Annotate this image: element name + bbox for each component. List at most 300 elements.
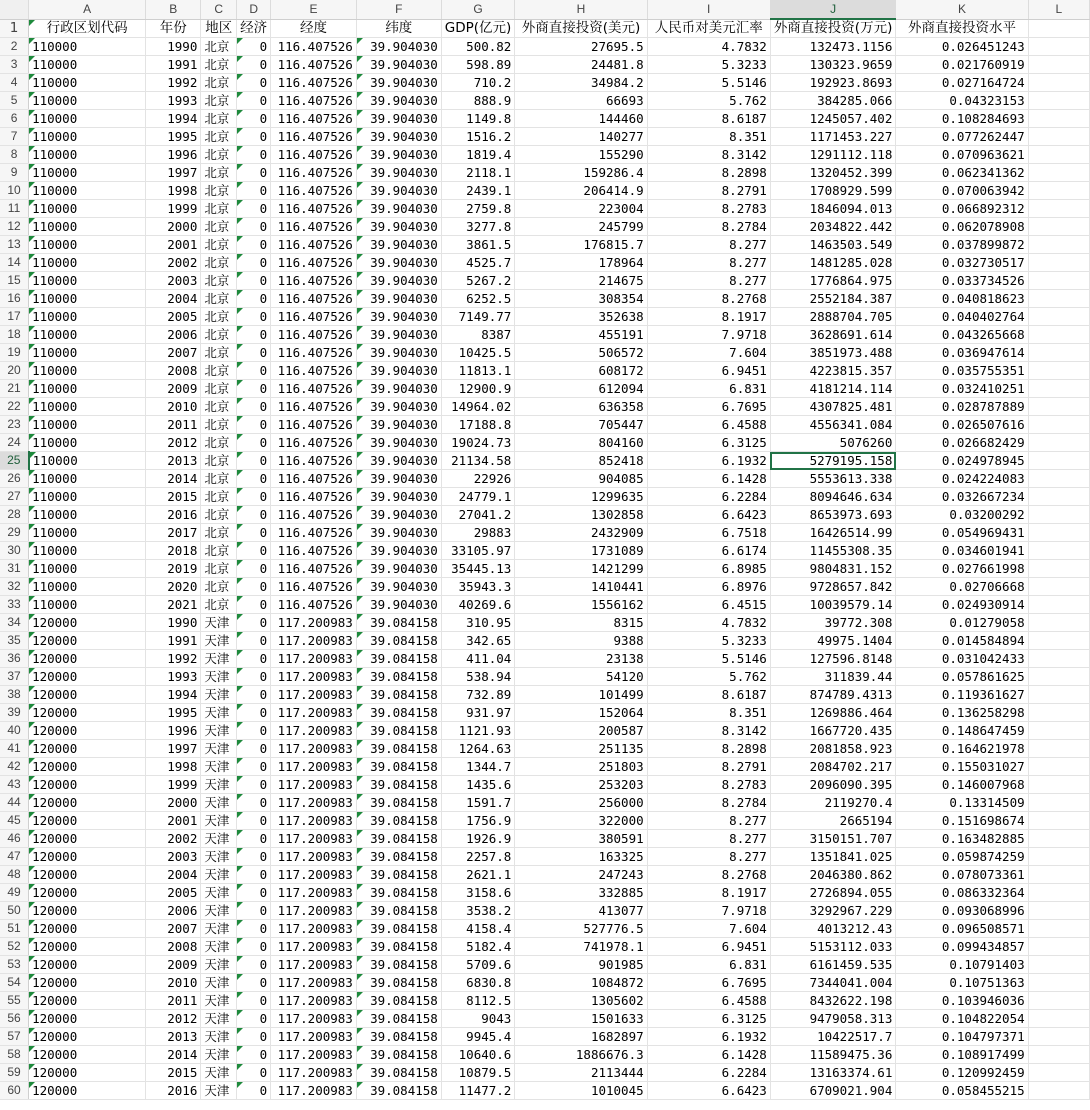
table-cell-empty[interactable] [1028, 164, 1089, 182]
table-cell[interactable]: 天津 [201, 1046, 237, 1064]
table-cell[interactable]: 2034822.442 [770, 218, 896, 236]
table-cell[interactable]: 117.200983 [271, 758, 357, 776]
table-cell[interactable]: 8.1917 [647, 308, 770, 326]
row-header[interactable]: 53 [0, 956, 29, 974]
table-cell[interactable]: 6.9451 [647, 938, 770, 956]
table-cell[interactable]: 2096090.395 [770, 776, 896, 794]
table-cell[interactable]: 1990 [146, 614, 201, 632]
table-cell-empty[interactable] [1028, 254, 1089, 272]
table-cell[interactable]: 1320452.399 [770, 164, 896, 182]
table-cell[interactable]: 39.904030 [356, 326, 441, 344]
table-cell[interactable]: 0.146007968 [896, 776, 1028, 794]
table-cell[interactable]: 0 [237, 146, 271, 164]
row-header[interactable]: 5 [0, 92, 29, 110]
table-cell[interactable]: 804160 [515, 434, 647, 452]
table-cell[interactable]: 天津 [201, 668, 237, 686]
table-cell[interactable]: 116.407526 [271, 596, 357, 614]
select-all-corner[interactable] [0, 0, 29, 19]
row-header[interactable]: 45 [0, 812, 29, 830]
row-header[interactable]: 14 [0, 254, 29, 272]
table-cell[interactable]: 0 [237, 236, 271, 254]
table-cell[interactable]: 7.9718 [647, 902, 770, 920]
table-cell[interactable]: 176815.7 [515, 236, 647, 254]
table-cell[interactable]: 0 [237, 218, 271, 236]
table-cell[interactable]: 39.904030 [356, 524, 441, 542]
table-cell[interactable]: 0 [237, 794, 271, 812]
table-cell[interactable]: 12900.9 [441, 380, 515, 398]
table-cell[interactable]: 1302858 [515, 506, 647, 524]
table-cell[interactable]: 6.831 [647, 380, 770, 398]
table-cell[interactable]: 120000 [29, 1028, 146, 1046]
column-header-b[interactable]: B [146, 0, 201, 19]
table-cell[interactable]: 2046380.862 [770, 866, 896, 884]
column-header-d[interactable]: D [237, 0, 271, 19]
table-cell[interactable]: 0.024930914 [896, 596, 1028, 614]
table-cell[interactable]: 214675 [515, 272, 647, 290]
table-cell[interactable]: 116.407526 [271, 344, 357, 362]
table-cell[interactable]: 4013212.43 [770, 920, 896, 938]
table-cell[interactable]: 0.032410251 [896, 380, 1028, 398]
table-cell[interactable]: 5153112.033 [770, 938, 896, 956]
row-header[interactable]: 44 [0, 794, 29, 812]
table-cell[interactable]: 110000 [29, 92, 146, 110]
table-cell[interactable]: 117.200983 [271, 668, 357, 686]
table-cell[interactable]: 9728657.842 [770, 578, 896, 596]
table-cell[interactable]: 0.163482885 [896, 830, 1028, 848]
table-cell[interactable]: 5.5146 [647, 650, 770, 668]
table-cell[interactable]: 0 [237, 596, 271, 614]
table-cell[interactable]: 0.036947614 [896, 344, 1028, 362]
table-cell[interactable]: 2005 [146, 884, 201, 902]
table-cell[interactable]: 6.1932 [647, 452, 770, 470]
table-cell[interactable]: 0 [237, 38, 271, 56]
table-cell[interactable]: 6.7518 [647, 524, 770, 542]
table-cell-empty[interactable] [1028, 794, 1089, 812]
table-cell[interactable]: 10425.5 [441, 344, 515, 362]
table-cell[interactable]: 天津 [201, 884, 237, 902]
field-header-cell[interactable]: 行政区划代码 [29, 19, 146, 38]
table-cell-empty[interactable] [1028, 1082, 1089, 1100]
table-cell[interactable]: 308354 [515, 290, 647, 308]
row-header[interactable]: 40 [0, 722, 29, 740]
table-cell[interactable]: 117.200983 [271, 920, 357, 938]
table-cell[interactable]: 1291112.118 [770, 146, 896, 164]
table-cell[interactable]: 11589475.36 [770, 1046, 896, 1064]
table-cell[interactable]: 9479058.313 [770, 1010, 896, 1028]
table-cell[interactable]: 8.277 [647, 848, 770, 866]
table-cell[interactable]: 110000 [29, 344, 146, 362]
table-cell[interactable]: 117.200983 [271, 1046, 357, 1064]
table-cell-empty[interactable] [1028, 596, 1089, 614]
table-cell[interactable]: 0.136258298 [896, 704, 1028, 722]
table-cell[interactable]: 天津 [201, 1010, 237, 1028]
table-cell[interactable]: 0 [237, 1010, 271, 1028]
table-cell[interactable]: 2084702.217 [770, 758, 896, 776]
table-cell[interactable]: 1994 [146, 110, 201, 128]
table-cell[interactable]: 天津 [201, 686, 237, 704]
table-cell[interactable]: 33105.97 [441, 542, 515, 560]
table-cell[interactable]: 120000 [29, 722, 146, 740]
table-cell[interactable]: 0 [237, 398, 271, 416]
table-cell[interactable]: 117.200983 [271, 632, 357, 650]
table-cell[interactable]: 8432622.198 [770, 992, 896, 1010]
table-cell[interactable]: 901985 [515, 956, 647, 974]
table-cell[interactable]: 10640.6 [441, 1046, 515, 1064]
table-cell[interactable]: 2011 [146, 992, 201, 1010]
table-cell[interactable]: 2010 [146, 974, 201, 992]
table-cell[interactable]: 1682897 [515, 1028, 647, 1046]
table-cell[interactable]: 705447 [515, 416, 647, 434]
field-header-cell[interactable]: 外商直接投资(美元) [515, 19, 647, 38]
table-cell-empty[interactable] [1028, 290, 1089, 308]
table-cell[interactable]: 8.2783 [647, 200, 770, 218]
table-cell[interactable]: 120000 [29, 848, 146, 866]
table-cell-empty[interactable] [1028, 128, 1089, 146]
row-header[interactable]: 46 [0, 830, 29, 848]
table-cell[interactable]: 天津 [201, 776, 237, 794]
table-cell[interactable]: 116.407526 [271, 470, 357, 488]
table-cell[interactable]: 8.2783 [647, 776, 770, 794]
table-cell[interactable]: 北京 [201, 470, 237, 488]
table-cell-empty[interactable] [1028, 992, 1089, 1010]
table-cell[interactable]: 120000 [29, 920, 146, 938]
table-cell[interactable]: 49975.1404 [770, 632, 896, 650]
table-cell[interactable]: 0 [237, 902, 271, 920]
table-cell[interactable]: 0 [237, 488, 271, 506]
table-cell[interactable]: 39.084158 [356, 992, 441, 1010]
table-cell[interactable]: 0.033734526 [896, 272, 1028, 290]
table-cell[interactable]: 120000 [29, 650, 146, 668]
table-cell[interactable]: 110000 [29, 236, 146, 254]
row-header[interactable]: 56 [0, 1010, 29, 1028]
table-cell[interactable]: 39.904030 [356, 200, 441, 218]
table-cell[interactable]: 1481285.028 [770, 254, 896, 272]
table-cell[interactable]: 0 [237, 974, 271, 992]
table-cell[interactable]: 北京 [201, 236, 237, 254]
table-cell[interactable]: 5.3233 [647, 632, 770, 650]
table-cell[interactable]: 17188.8 [441, 416, 515, 434]
table-cell[interactable]: 11813.1 [441, 362, 515, 380]
table-cell[interactable]: 39.904030 [356, 452, 441, 470]
table-cell-empty[interactable] [1028, 200, 1089, 218]
table-cell[interactable]: 1171453.227 [770, 128, 896, 146]
table-cell[interactable]: 117.200983 [271, 992, 357, 1010]
table-cell[interactable]: 4.7832 [647, 614, 770, 632]
table-cell[interactable]: 178964 [515, 254, 647, 272]
table-cell[interactable]: 8.1917 [647, 884, 770, 902]
table-cell[interactable]: 0.054969431 [896, 524, 1028, 542]
table-cell[interactable]: 2015 [146, 488, 201, 506]
table-cell[interactable]: 5.762 [647, 668, 770, 686]
table-cell[interactable]: 北京 [201, 416, 237, 434]
table-cell[interactable]: 39.904030 [356, 218, 441, 236]
table-cell[interactable]: 0.062341362 [896, 164, 1028, 182]
column-header-g[interactable]: G [441, 0, 515, 19]
table-cell[interactable]: 8.277 [647, 272, 770, 290]
table-cell[interactable]: 117.200983 [271, 848, 357, 866]
table-cell[interactable]: 0.032667234 [896, 488, 1028, 506]
table-cell-empty[interactable] [1028, 362, 1089, 380]
table-cell[interactable]: 天津 [201, 938, 237, 956]
table-cell[interactable]: 8094646.634 [770, 488, 896, 506]
table-cell[interactable]: 1819.4 [441, 146, 515, 164]
table-cell[interactable]: 39.904030 [356, 164, 441, 182]
table-cell[interactable]: 0 [237, 524, 271, 542]
table-cell[interactable]: 1995 [146, 704, 201, 722]
table-cell[interactable]: 120000 [29, 1082, 146, 1100]
table-cell[interactable]: 5182.4 [441, 938, 515, 956]
table-cell[interactable]: 0.034601941 [896, 542, 1028, 560]
row-header[interactable]: 16 [0, 290, 29, 308]
table-cell[interactable]: 1886676.3 [515, 1046, 647, 1064]
table-cell[interactable]: 0 [237, 254, 271, 272]
table-cell[interactable]: 2009 [146, 380, 201, 398]
table-cell[interactable]: 39.904030 [356, 416, 441, 434]
table-cell[interactable]: 39.904030 [356, 380, 441, 398]
table-cell-empty[interactable] [1028, 848, 1089, 866]
table-cell[interactable]: 101499 [515, 686, 647, 704]
row-header[interactable]: 38 [0, 686, 29, 704]
table-cell[interactable]: 110000 [29, 146, 146, 164]
table-cell[interactable]: 116.407526 [271, 308, 357, 326]
table-cell-empty[interactable] [1028, 524, 1089, 542]
table-cell[interactable]: 352638 [515, 308, 647, 326]
table-cell[interactable]: 1501633 [515, 1010, 647, 1028]
table-cell[interactable]: 0 [237, 632, 271, 650]
table-cell-empty[interactable] [1028, 974, 1089, 992]
table-cell[interactable]: 0 [237, 182, 271, 200]
table-cell[interactable]: 110000 [29, 560, 146, 578]
table-cell[interactable]: 117.200983 [271, 1082, 357, 1100]
table-cell[interactable]: 14964.02 [441, 398, 515, 416]
table-cell[interactable]: 2013 [146, 452, 201, 470]
table-cell[interactable]: 1993 [146, 668, 201, 686]
table-cell-empty[interactable] [1028, 344, 1089, 362]
table-cell-empty[interactable] [1028, 110, 1089, 128]
table-cell[interactable]: 北京 [201, 434, 237, 452]
table-cell-empty[interactable] [1028, 434, 1089, 452]
table-cell[interactable]: 66693 [515, 92, 647, 110]
table-cell[interactable]: 1421299 [515, 560, 647, 578]
table-cell[interactable]: 1997 [146, 164, 201, 182]
table-cell[interactable]: 1591.7 [441, 794, 515, 812]
table-cell[interactable]: 8.277 [647, 254, 770, 272]
table-cell[interactable]: 117.200983 [271, 974, 357, 992]
table-cell[interactable]: 6709021.904 [770, 1082, 896, 1100]
table-cell[interactable]: 北京 [201, 506, 237, 524]
table-cell[interactable]: 2665194 [770, 812, 896, 830]
table-cell[interactable]: 2018 [146, 542, 201, 560]
table-cell[interactable]: 39.084158 [356, 686, 441, 704]
table-cell[interactable]: 2007 [146, 920, 201, 938]
field-header-cell[interactable]: 经度 [271, 19, 357, 38]
field-header-cell[interactable]: 纬度 [356, 19, 441, 38]
table-cell[interactable]: 110000 [29, 38, 146, 56]
table-cell[interactable]: 1996 [146, 722, 201, 740]
table-cell[interactable]: 北京 [201, 164, 237, 182]
table-cell[interactable]: 39.904030 [356, 290, 441, 308]
table-cell[interactable]: 北京 [201, 200, 237, 218]
table-cell[interactable]: 9388 [515, 632, 647, 650]
table-cell[interactable]: 39.084158 [356, 632, 441, 650]
table-cell[interactable]: 北京 [201, 56, 237, 74]
table-cell[interactable]: 39.904030 [356, 470, 441, 488]
table-cell[interactable]: 39.904030 [356, 128, 441, 146]
table-cell[interactable]: 39.084158 [356, 812, 441, 830]
table-cell[interactable]: 0.027164724 [896, 74, 1028, 92]
table-cell[interactable]: 8.3142 [647, 146, 770, 164]
table-cell[interactable]: 2021 [146, 596, 201, 614]
table-cell[interactable]: 3851973.488 [770, 344, 896, 362]
table-cell[interactable]: 411.04 [441, 650, 515, 668]
table-cell[interactable]: 0 [237, 686, 271, 704]
table-cell[interactable]: 0 [237, 542, 271, 560]
table-cell[interactable]: 117.200983 [271, 884, 357, 902]
table-cell[interactable]: 110000 [29, 434, 146, 452]
table-cell[interactable]: 39.904030 [356, 74, 441, 92]
table-cell[interactable]: 2003 [146, 848, 201, 866]
table-cell[interactable]: 6.3125 [647, 1010, 770, 1028]
table-cell[interactable]: 110000 [29, 452, 146, 470]
table-cell[interactable]: 39.084158 [356, 1010, 441, 1028]
table-cell[interactable]: 251135 [515, 740, 647, 758]
table-cell[interactable]: 39.904030 [356, 38, 441, 56]
table-cell[interactable]: 2113444 [515, 1064, 647, 1082]
table-cell[interactable]: 北京 [201, 344, 237, 362]
row-header[interactable]: 55 [0, 992, 29, 1010]
table-cell-empty[interactable] [1028, 488, 1089, 506]
row-header[interactable]: 42 [0, 758, 29, 776]
table-cell[interactable]: 120000 [29, 1064, 146, 1082]
table-cell[interactable]: 116.407526 [271, 434, 357, 452]
table-cell-empty[interactable] [1028, 398, 1089, 416]
table-cell[interactable]: 10039579.14 [770, 596, 896, 614]
table-cell[interactable]: 39.084158 [356, 1046, 441, 1064]
row-header[interactable]: 31 [0, 560, 29, 578]
table-cell[interactable]: 0.070963621 [896, 146, 1028, 164]
table-cell[interactable]: 155290 [515, 146, 647, 164]
table-cell-empty[interactable] [1028, 650, 1089, 668]
table-cell[interactable]: 北京 [201, 290, 237, 308]
table-cell[interactable]: 506572 [515, 344, 647, 362]
table-cell-empty[interactable] [1028, 920, 1089, 938]
table-cell[interactable]: 1010045 [515, 1082, 647, 1100]
table-cell-empty[interactable] [1028, 1064, 1089, 1082]
row-header[interactable]: 47 [0, 848, 29, 866]
row-header[interactable]: 29 [0, 524, 29, 542]
table-cell[interactable]: 117.200983 [271, 722, 357, 740]
table-cell[interactable]: 0 [237, 506, 271, 524]
table-cell[interactable]: 116.407526 [271, 38, 357, 56]
row-header[interactable]: 7 [0, 128, 29, 146]
row-header[interactable]: 39 [0, 704, 29, 722]
table-cell[interactable]: 608172 [515, 362, 647, 380]
table-cell[interactable]: 39.904030 [356, 362, 441, 380]
table-cell[interactable]: 0 [237, 1028, 271, 1046]
table-cell[interactable]: 0.024224083 [896, 470, 1028, 488]
field-header-cell[interactable] [1028, 19, 1089, 38]
table-cell[interactable]: 天津 [201, 956, 237, 974]
table-cell[interactable]: 39.904030 [356, 92, 441, 110]
table-cell[interactable]: 39.084158 [356, 1082, 441, 1100]
table-cell[interactable]: 4181214.114 [770, 380, 896, 398]
row-header[interactable]: 19 [0, 344, 29, 362]
table-cell[interactable]: 2014 [146, 470, 201, 488]
table-cell[interactable]: 39.904030 [356, 506, 441, 524]
table-cell-empty[interactable] [1028, 308, 1089, 326]
table-cell[interactable]: 天津 [201, 1064, 237, 1082]
table-cell[interactable]: 2081858.923 [770, 740, 896, 758]
table-cell[interactable]: 7149.77 [441, 308, 515, 326]
table-cell[interactable]: 200587 [515, 722, 647, 740]
table-cell[interactable]: 0.078073361 [896, 866, 1028, 884]
table-cell[interactable]: 5267.2 [441, 272, 515, 290]
row-header[interactable]: 4 [0, 74, 29, 92]
table-cell[interactable]: 0 [237, 470, 271, 488]
table-cell[interactable]: 0.103946036 [896, 992, 1028, 1010]
row-header[interactable]: 20 [0, 362, 29, 380]
table-cell[interactable]: 2012 [146, 434, 201, 452]
table-cell[interactable]: 北京 [201, 524, 237, 542]
table-cell[interactable]: 39.904030 [356, 272, 441, 290]
table-cell[interactable]: 1991 [146, 632, 201, 650]
table-cell[interactable]: 384285.066 [770, 92, 896, 110]
table-cell-empty[interactable] [1028, 704, 1089, 722]
table-cell[interactable]: 110000 [29, 470, 146, 488]
table-cell[interactable]: 0.13314509 [896, 794, 1028, 812]
table-cell[interactable]: 天津 [201, 902, 237, 920]
table-cell[interactable]: 120000 [29, 614, 146, 632]
table-cell[interactable]: 39.084158 [356, 1028, 441, 1046]
table-cell[interactable]: 342.65 [441, 632, 515, 650]
table-cell[interactable]: 110000 [29, 380, 146, 398]
table-cell[interactable]: 0 [237, 74, 271, 92]
row-header[interactable]: 26 [0, 470, 29, 488]
table-cell[interactable]: 0 [237, 290, 271, 308]
table-cell[interactable]: 39.084158 [356, 776, 441, 794]
table-cell[interactable]: 0 [237, 830, 271, 848]
table-cell[interactable]: 7.604 [647, 920, 770, 938]
row-header[interactable]: 50 [0, 902, 29, 920]
table-cell[interactable]: 2888704.705 [770, 308, 896, 326]
table-cell[interactable]: 2726894.055 [770, 884, 896, 902]
table-cell[interactable]: 8.277 [647, 812, 770, 830]
table-cell[interactable]: 39.904030 [356, 488, 441, 506]
table-cell[interactable]: 1994 [146, 686, 201, 704]
table-cell[interactable]: 120000 [29, 884, 146, 902]
table-cell[interactable]: 413077 [515, 902, 647, 920]
table-cell[interactable]: 3538.2 [441, 902, 515, 920]
table-cell[interactable]: 2432909 [515, 524, 647, 542]
column-header-c[interactable]: C [201, 0, 237, 19]
table-cell[interactable]: 116.407526 [271, 164, 357, 182]
table-cell[interactable]: 120000 [29, 830, 146, 848]
table-cell[interactable]: 39.904030 [356, 398, 441, 416]
table-cell[interactable]: 2010 [146, 398, 201, 416]
table-cell[interactable]: 北京 [201, 452, 237, 470]
table-cell-empty[interactable] [1028, 416, 1089, 434]
row-header-1[interactable]: 1 [0, 19, 29, 38]
table-cell[interactable]: 0.155031027 [896, 758, 1028, 776]
table-cell[interactable]: 39.084158 [356, 830, 441, 848]
table-cell[interactable]: 0.062078908 [896, 218, 1028, 236]
table-cell[interactable]: 116.407526 [271, 398, 357, 416]
table-cell[interactable]: 5553613.338 [770, 470, 896, 488]
table-cell[interactable]: 0.043265668 [896, 326, 1028, 344]
table-cell[interactable]: 39.084158 [356, 794, 441, 812]
table-cell[interactable]: 116.407526 [271, 524, 357, 542]
table-cell[interactable]: 39.084158 [356, 920, 441, 938]
